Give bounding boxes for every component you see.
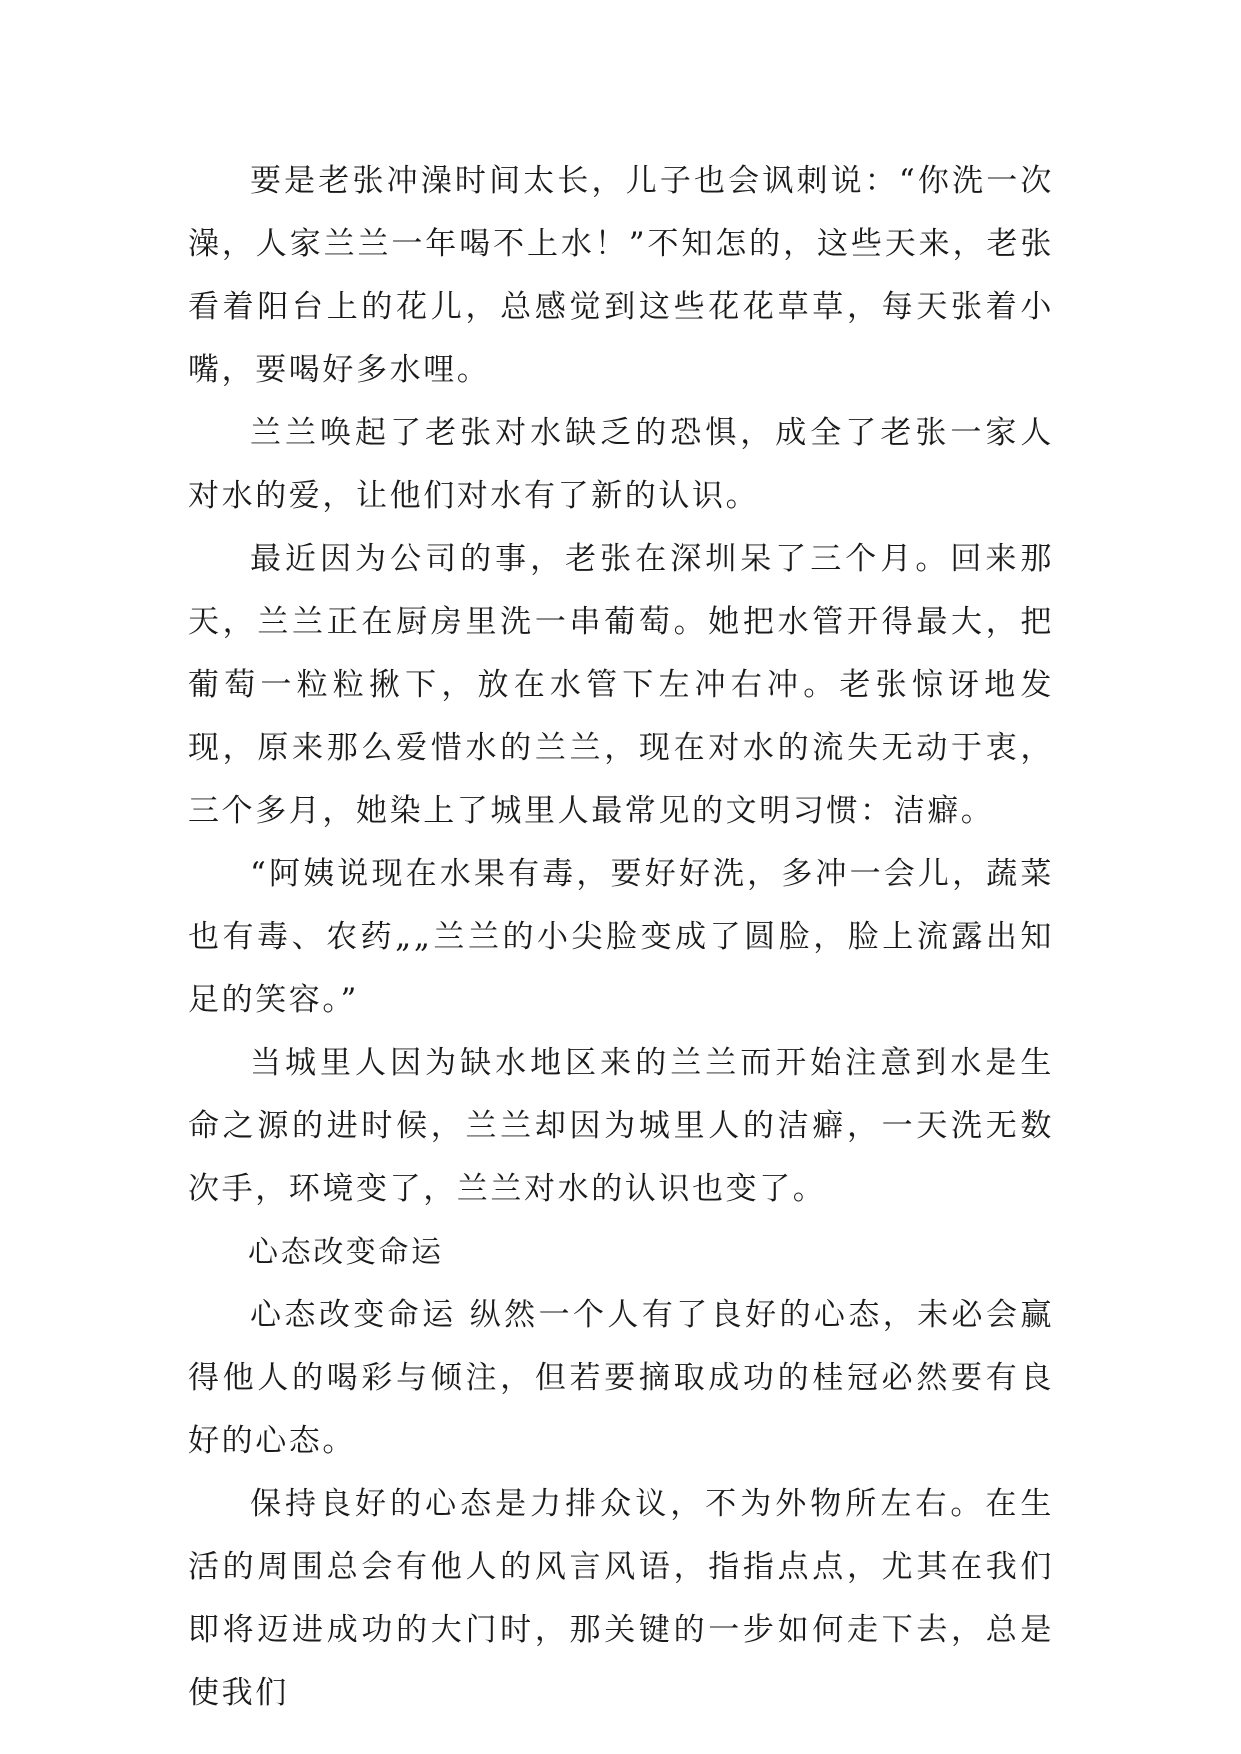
section-heading: 心态改变命运: [248, 1235, 444, 1270]
paragraph-quote-fruit: “阿姨说现在水果有毒，要好好洗，多冲一会儿，蔬菜也有毒、农药„„兰兰的小尖脸变成了圆脸，脸上流露出知足的笑容。”: [188, 856, 1054, 1018]
paragraph-shower-irony: 要是老张冲澡时间太长，儿子也会讽刺说：“你洗一次澡，人家兰兰一年喝不上水！”不知怎的，这些天来，老张看着阳台上的花儿，总感觉到这些花花草草，每天张着小嘴，要喝好多水哩。: [188, 163, 1054, 388]
paragraph-mindset-good: 保持良好的心态是力排众议，不为外物所左右。在生活的周围总会有他人的风言风语，指指点点，尤其在我们即将迈进成功的大门时，那关键的一步如何走下去，总是使我们: [188, 1486, 1054, 1711]
paragraph-shenzhen-return: 最近因为公司的事，老张在深圳呆了三个月。回来那天，兰兰正在厨房里洗一串葡萄。她把水管开得最大，把葡萄一粒粒揪下，放在水管下左冲右冲。老张惊讶地发现，原来那么爱惜水的兰兰，现在对水的流失无动于衷，三个多月，她染上了城里人最常见的文明习惯：洁癖。: [188, 541, 1054, 829]
paragraph-mindset-intro: 心态改变命运 纵然一个人有了良好的心态，未必会赢得他人的喝彩与倾注，但若要摘取成功的桂冠必然要有良好的心态。: [188, 1297, 1054, 1459]
paragraph-new-understanding: 兰兰唤起了老张对水缺乏的恐惧，成全了老张一家人对水的爱，让他们对水有了新的认识。: [188, 415, 1054, 514]
document-body: [188, 150, 1054, 1725]
paragraph-environment-changed: 当城里人因为缺水地区来的兰兰而开始注意到水是生命之源的进时候，兰兰却因为城里人的洁癖，一天洗无数次手，环境变了，兰兰对水的认识也变了。: [188, 1045, 1054, 1207]
